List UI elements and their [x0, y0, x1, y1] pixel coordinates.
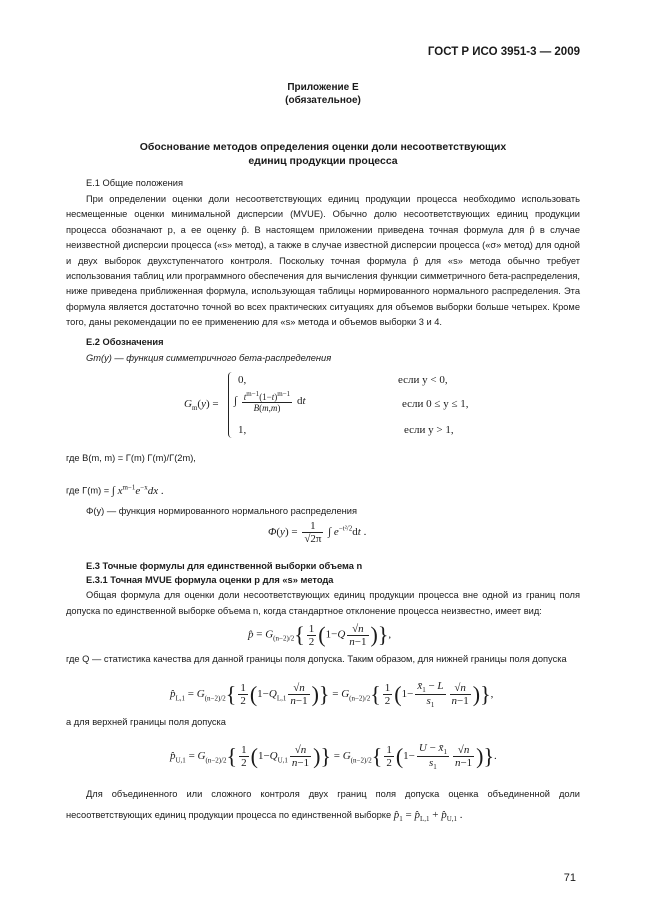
upper-limit-intro: а для верхней границы поля допуска: [66, 717, 226, 727]
document-header: ГОСТ Р ИСО 3951-3 — 2009: [427, 46, 580, 58]
combined-control-paragraph: Для объединенного или сложного контроля двух границ поля допуска оценка объединенной доли несоответствующих единиц продукции процесса по единственной выборке $p̂_1$ = $p̂_{L,1}$ + $p̂_{U,1}$ .: [66, 789, 580, 824]
phi-definition: Φ(y) — функция нормированного нормального распределения: [86, 506, 357, 516]
section-e2-title: Е.2 Обозначения: [86, 337, 164, 347]
page-number: 71: [563, 872, 576, 884]
gm-definition: Gm(y) — функция симметричного бета-распределения: [86, 353, 332, 363]
section-e3-title: Е.3 Точные формулы для единственной выборки объема n: [86, 561, 363, 571]
beta-definition: где B(m, m) = Γ(m) Γ(m)/Γ(2m),: [66, 453, 196, 463]
section-e31-title: Е.3.1 Точная MVUE формула оценки p для «s» метода: [86, 575, 334, 585]
gamma-definition: где Γ(m) = ∫ $x^{m-1}e^{-x}dx$ .: [66, 483, 164, 497]
q-definition: где Q — статистика качества для данной границы поля допуска. Таким образом, для нижней границы поля допуска: [66, 654, 567, 664]
p-hat-lower-formula: $p̂_{L,1} = G_{(n-2)/2}${ $\frac{1}{2}$ ($1-Q_{L,1}$ $\frac{√n}{n-1}$ )} = $G_{(n-2)/2}${ $\frac{1}{2}$ (1− $\frac{x̄_1 - L}{s_1}$ $\frac{√n}{n-1}$ )},: [170, 680, 494, 710]
heading-line-1: Обоснование методов определения оценки доли несоответствующих: [139, 141, 507, 153]
phi-formula: Φ(y) = $\frac{1}{√2\pi}$ ∫ $e^{-t^2/2}dt$ .: [268, 520, 367, 545]
annex-status: (обязательное): [285, 95, 361, 106]
gamma-label: где Γ(m) =: [66, 485, 110, 496]
combined-text: Для объединенного или сложного контроля двух границ поля допуска оценка объединенной доли несоответствующих единиц продукции процесса по единственной выборке: [66, 789, 580, 820]
heading-line-2: единиц продукции процесса: [248, 155, 398, 167]
section-e1-paragraph: При определении оценки доли несоответствующих единиц продукции процесса необходимо использовать несмещенные оценки минимальной дисперсии (MVUE). Обычно долю несоответствующих единиц продукции процесса обозначают p, а ее оценку p̂. В настоящем приложении приведена точная формула для p̂ в случае неизвестной дисперсии процесса («s» метод), а также в случае известной дисперсии процесса («σ» метод) для одной и двух выборок двухступенчатого контроля. Поскольку точная формула p̂ для «s» метода обычно требует использования таблиц или программного обеспечения для вычисления функции симметричного бета-распределения, ниже приведена приближенная формула, использующая таблицы нормированного нормального распределения. Эта формула является достаточно точной во всех практических ситуациях для объемов выборки больше четырех. Кроме того, даны рекомендации по ее применению для «s» метода и объемов выборки 3 и 4.: [66, 194, 580, 328]
p-hat-upper-formula: $p̂_{U,1} = G_{(n-2)/2}${ $\frac{1}{2}$ ($1-Q_{U,1}$ $\frac{√n}{n-1}$ )} = $G_{(n-2)/2}${ $\frac{1}{2}$ (1− $\frac{U - x̄_1}{s_1}$ $\frac{√n}{n-1}$ )}.: [170, 742, 497, 772]
p-hat-formula: p̂ = $G_{(n-2)/2}${ $\frac{1}{2}$ (1−Q $\frac{√n}{n-1}$ )},: [248, 622, 392, 648]
e31-paragraph: Общая формула для оценки доли несоответствующих единиц продукции процесса вне одной из границ поля допуска по единственной выборке объема n, когда стандартное отклонение процесса неизвестно, имеет вид:: [66, 590, 580, 616]
section-e1-title: Е.1 Общие положения: [86, 178, 184, 188]
annex-title: Приложение Е: [287, 82, 359, 93]
